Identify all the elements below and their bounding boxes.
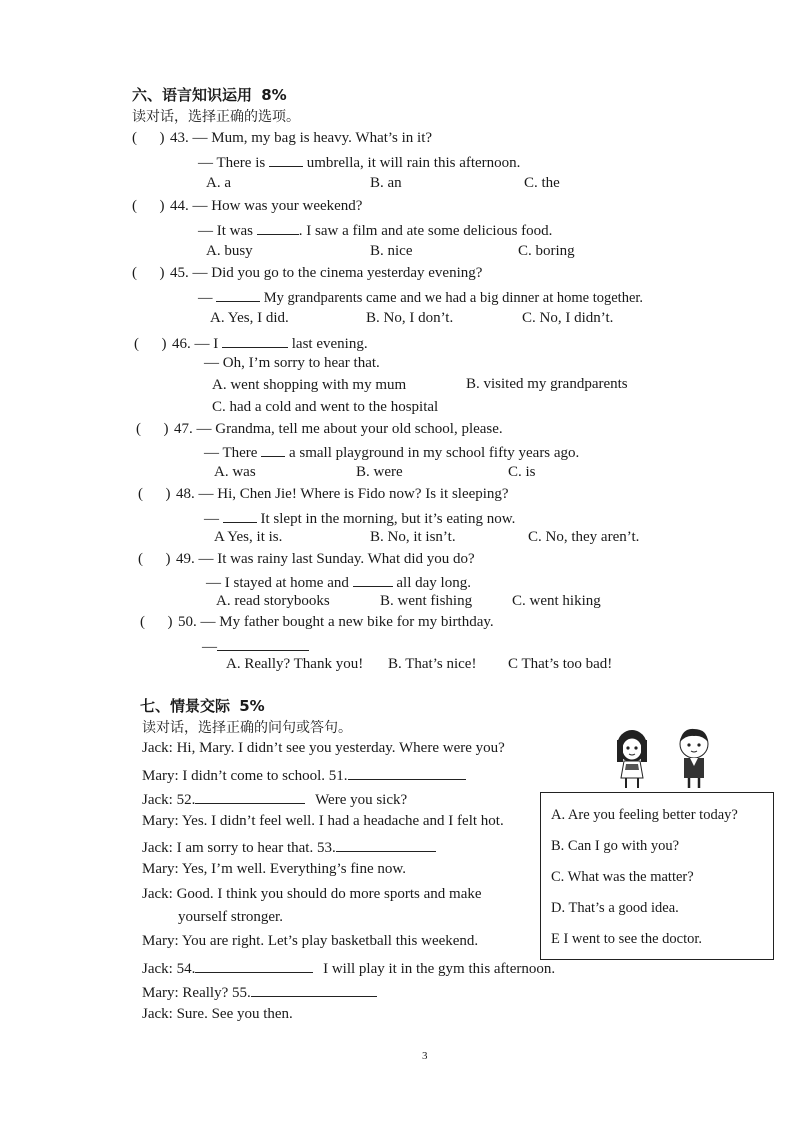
option-a: A. went shopping with my mum: [212, 377, 407, 393]
dialog-text: Mary: I didn’t come to school. 51.: [142, 768, 348, 784]
answer-46: — Oh, I’m sorry to hear that.: [204, 355, 380, 371]
question-text: — Grandma, tell me about your old school, please.: [196, 421, 503, 437]
dialog-line-9: Mary: You are right. Let’s play basketball this weekend.: [142, 933, 479, 949]
question-number: 43.: [170, 130, 189, 146]
question-text: — Did you go to the cinema yesterday evening?: [192, 265, 483, 281]
option-b: B. No, it isn’t.: [370, 529, 456, 545]
dialog-line-1: Jack: Hi, Mary. I didn’t see you yesterday. Where were you?: [142, 740, 505, 756]
option-a: A Yes, it is.: [214, 529, 283, 545]
dialog-line-11: [142, 982, 377, 1002]
option-a: A. read storybooks: [216, 593, 330, 609]
question-number: 45.: [170, 265, 189, 281]
question-44: [132, 198, 362, 215]
answer-post: My grandparents came and we had a big dinner at home together.: [263, 290, 644, 306]
question-45: [132, 265, 482, 282]
question-43: [132, 130, 432, 147]
option-a: A. a: [206, 175, 231, 191]
option-c: C. No, I didn’t.: [522, 310, 614, 326]
option-b: B. That’s nice!: [388, 656, 477, 672]
option-c: C. No, they aren’t.: [528, 529, 640, 545]
option-b: B. an: [370, 175, 402, 191]
answer-49: [206, 572, 471, 592]
dialog-line-6: Mary: Yes, I’m well. Everything’s fine now.: [142, 861, 406, 877]
choice-b: B. Can I go with you?: [551, 838, 680, 854]
answer-post: . I saw a film and ate some delicious food.: [298, 223, 553, 239]
answer-pre: — It was: [198, 223, 253, 239]
answer-43: [198, 152, 520, 172]
question-number: 50.: [178, 614, 197, 630]
choices-box: [540, 792, 774, 960]
answer-pre: —: [198, 290, 213, 306]
answer-pre: — I stayed at home and: [206, 575, 349, 591]
option-a: A. Really? Thank you!: [226, 656, 364, 672]
option-a: A. was: [214, 464, 256, 480]
question-blank[interactable]: [222, 333, 288, 348]
question-50: [140, 614, 494, 631]
answer-post: all day long.: [396, 575, 471, 591]
question-46: [134, 333, 368, 353]
answer-post: a small playground in my school fifty years ago.: [288, 445, 580, 461]
option-b: B. visited my grandparents: [466, 376, 628, 392]
question-text: — It was rainy last Sunday. What did you do?: [198, 551, 475, 567]
dialog-text: Jack: I am sorry to hear that. 53.: [142, 840, 336, 856]
option-c: C That’s too bad!: [508, 656, 613, 672]
dialog-line-2: [142, 765, 466, 785]
answer-paren[interactable]: ( ): [134, 336, 167, 352]
answer-post: umbrella, it will rain this afternoon.: [306, 155, 521, 171]
option-c: C. the: [524, 175, 560, 191]
dialog-blank-52[interactable]: [195, 789, 305, 804]
question-number: 44.: [170, 198, 189, 214]
answer-blank[interactable]: [261, 442, 285, 457]
answer-blank[interactable]: [223, 508, 257, 523]
question-number: 46.: [172, 336, 191, 352]
option-b: B. went fishing: [380, 593, 473, 609]
answer-48: [204, 508, 515, 528]
dialog-text-post: I will play it in the gym this afternoon.: [323, 961, 556, 977]
boy-figure: [680, 729, 708, 788]
section6-title: [132, 84, 287, 105]
section7-title-text: 七、情景交际: [140, 697, 231, 715]
option-c: C. is: [508, 464, 536, 480]
section7-title: [140, 695, 265, 716]
dialog-line-8: yourself stronger.: [178, 909, 283, 925]
answer-blank[interactable]: [353, 572, 393, 587]
option-c: C. had a cold and went to the hospital: [212, 399, 439, 415]
dialog-text: Jack: 52.: [142, 792, 196, 808]
dialog-blank-51[interactable]: [348, 765, 466, 780]
option-b: B. No, I don’t.: [366, 310, 454, 326]
question-number: 49.: [176, 551, 195, 567]
dialog-line-4: Mary: Yes. I didn’t feel well. I had a headache and I felt hot.: [142, 813, 504, 829]
section6-title-text: 六、语言知识运用: [132, 86, 253, 104]
question-text: — My father bought a new bike for my birthday.: [200, 614, 494, 630]
answer-paren[interactable]: ( ): [140, 614, 173, 630]
dialog-line-12: Jack: Sure. See you then.: [142, 1006, 293, 1022]
answer-pre: — There: [204, 445, 258, 461]
option-a: A. Yes, I did.: [210, 310, 289, 326]
answer-50: [202, 636, 309, 656]
section7-score: 5%: [239, 697, 265, 715]
question-text: — How was your weekend?: [192, 198, 363, 214]
answer-pre: — There is: [198, 155, 266, 171]
answer-blank[interactable]: [269, 152, 303, 167]
question-49: [138, 551, 475, 568]
cartoon-kids-illustration: [606, 726, 724, 792]
answer-44: [198, 220, 552, 240]
answer-pre: —: [204, 511, 219, 527]
page-number: 3: [422, 1050, 428, 1062]
option-c: C. went hiking: [512, 593, 601, 609]
question-number: 47.: [174, 421, 193, 437]
dialog-text-post: Were you sick?: [315, 792, 408, 808]
answer-post: It slept in the morning, but it’s eating now.: [260, 511, 516, 527]
girl-figure: [617, 730, 647, 788]
choice-d: D. That’s a good idea.: [551, 900, 679, 916]
question-text: — Mum, my bag is heavy. What’s in it?: [192, 130, 433, 146]
section6-score: 8%: [261, 86, 287, 104]
question-48: [138, 486, 509, 503]
dialog-line-7: Jack: Good. I think you should do more sports and make: [142, 886, 482, 902]
answer-blank[interactable]: [217, 636, 309, 651]
dialog-blank-53[interactable]: [336, 837, 436, 852]
option-b: B. nice: [370, 243, 413, 259]
choice-e: E I went to see the doctor.: [551, 931, 702, 947]
dialog-text: Jack: 54.: [142, 961, 196, 977]
option-c: C. boring: [518, 243, 575, 259]
answer-paren[interactable]: ( ): [136, 421, 169, 437]
dialog-line-3: [142, 789, 407, 809]
answer-paren[interactable]: ( ): [138, 486, 171, 502]
answer-45: [198, 287, 643, 307]
answer-paren[interactable]: ( ): [132, 265, 165, 281]
answer-47: [204, 442, 579, 462]
question-text-post: last evening.: [291, 336, 368, 352]
section7-instruction: 读对话，选择正确的问句或答句。: [142, 720, 352, 736]
section6-instruction: 读对话，选择正确的选项。: [132, 109, 300, 125]
answer-blank[interactable]: [216, 287, 260, 302]
question-number: 48.: [176, 486, 195, 502]
answer-paren[interactable]: ( ): [132, 130, 165, 146]
answer-paren[interactable]: ( ): [132, 198, 165, 214]
question-text: — Hi, Chen Jie! Where is Fido now? Is it sleeping?: [198, 486, 509, 502]
option-a: A. busy: [206, 243, 253, 259]
dialog-line-10: [142, 958, 555, 978]
dialog-line-5: [142, 837, 436, 857]
answer-blank[interactable]: [257, 220, 299, 235]
dialog-text: Mary: Really? 55.: [142, 985, 251, 1001]
answer-paren[interactable]: ( ): [138, 551, 171, 567]
question-47: [136, 421, 503, 438]
choice-a: A. Are you feeling better today?: [551, 807, 738, 823]
dialog-blank-54[interactable]: [195, 958, 313, 973]
answer-pre: —: [202, 639, 217, 655]
choice-c: C. What was the matter?: [551, 869, 694, 885]
dialog-blank-55[interactable]: [251, 982, 377, 997]
option-b: B. were: [356, 464, 403, 480]
question-text-pre: — I: [194, 336, 219, 352]
